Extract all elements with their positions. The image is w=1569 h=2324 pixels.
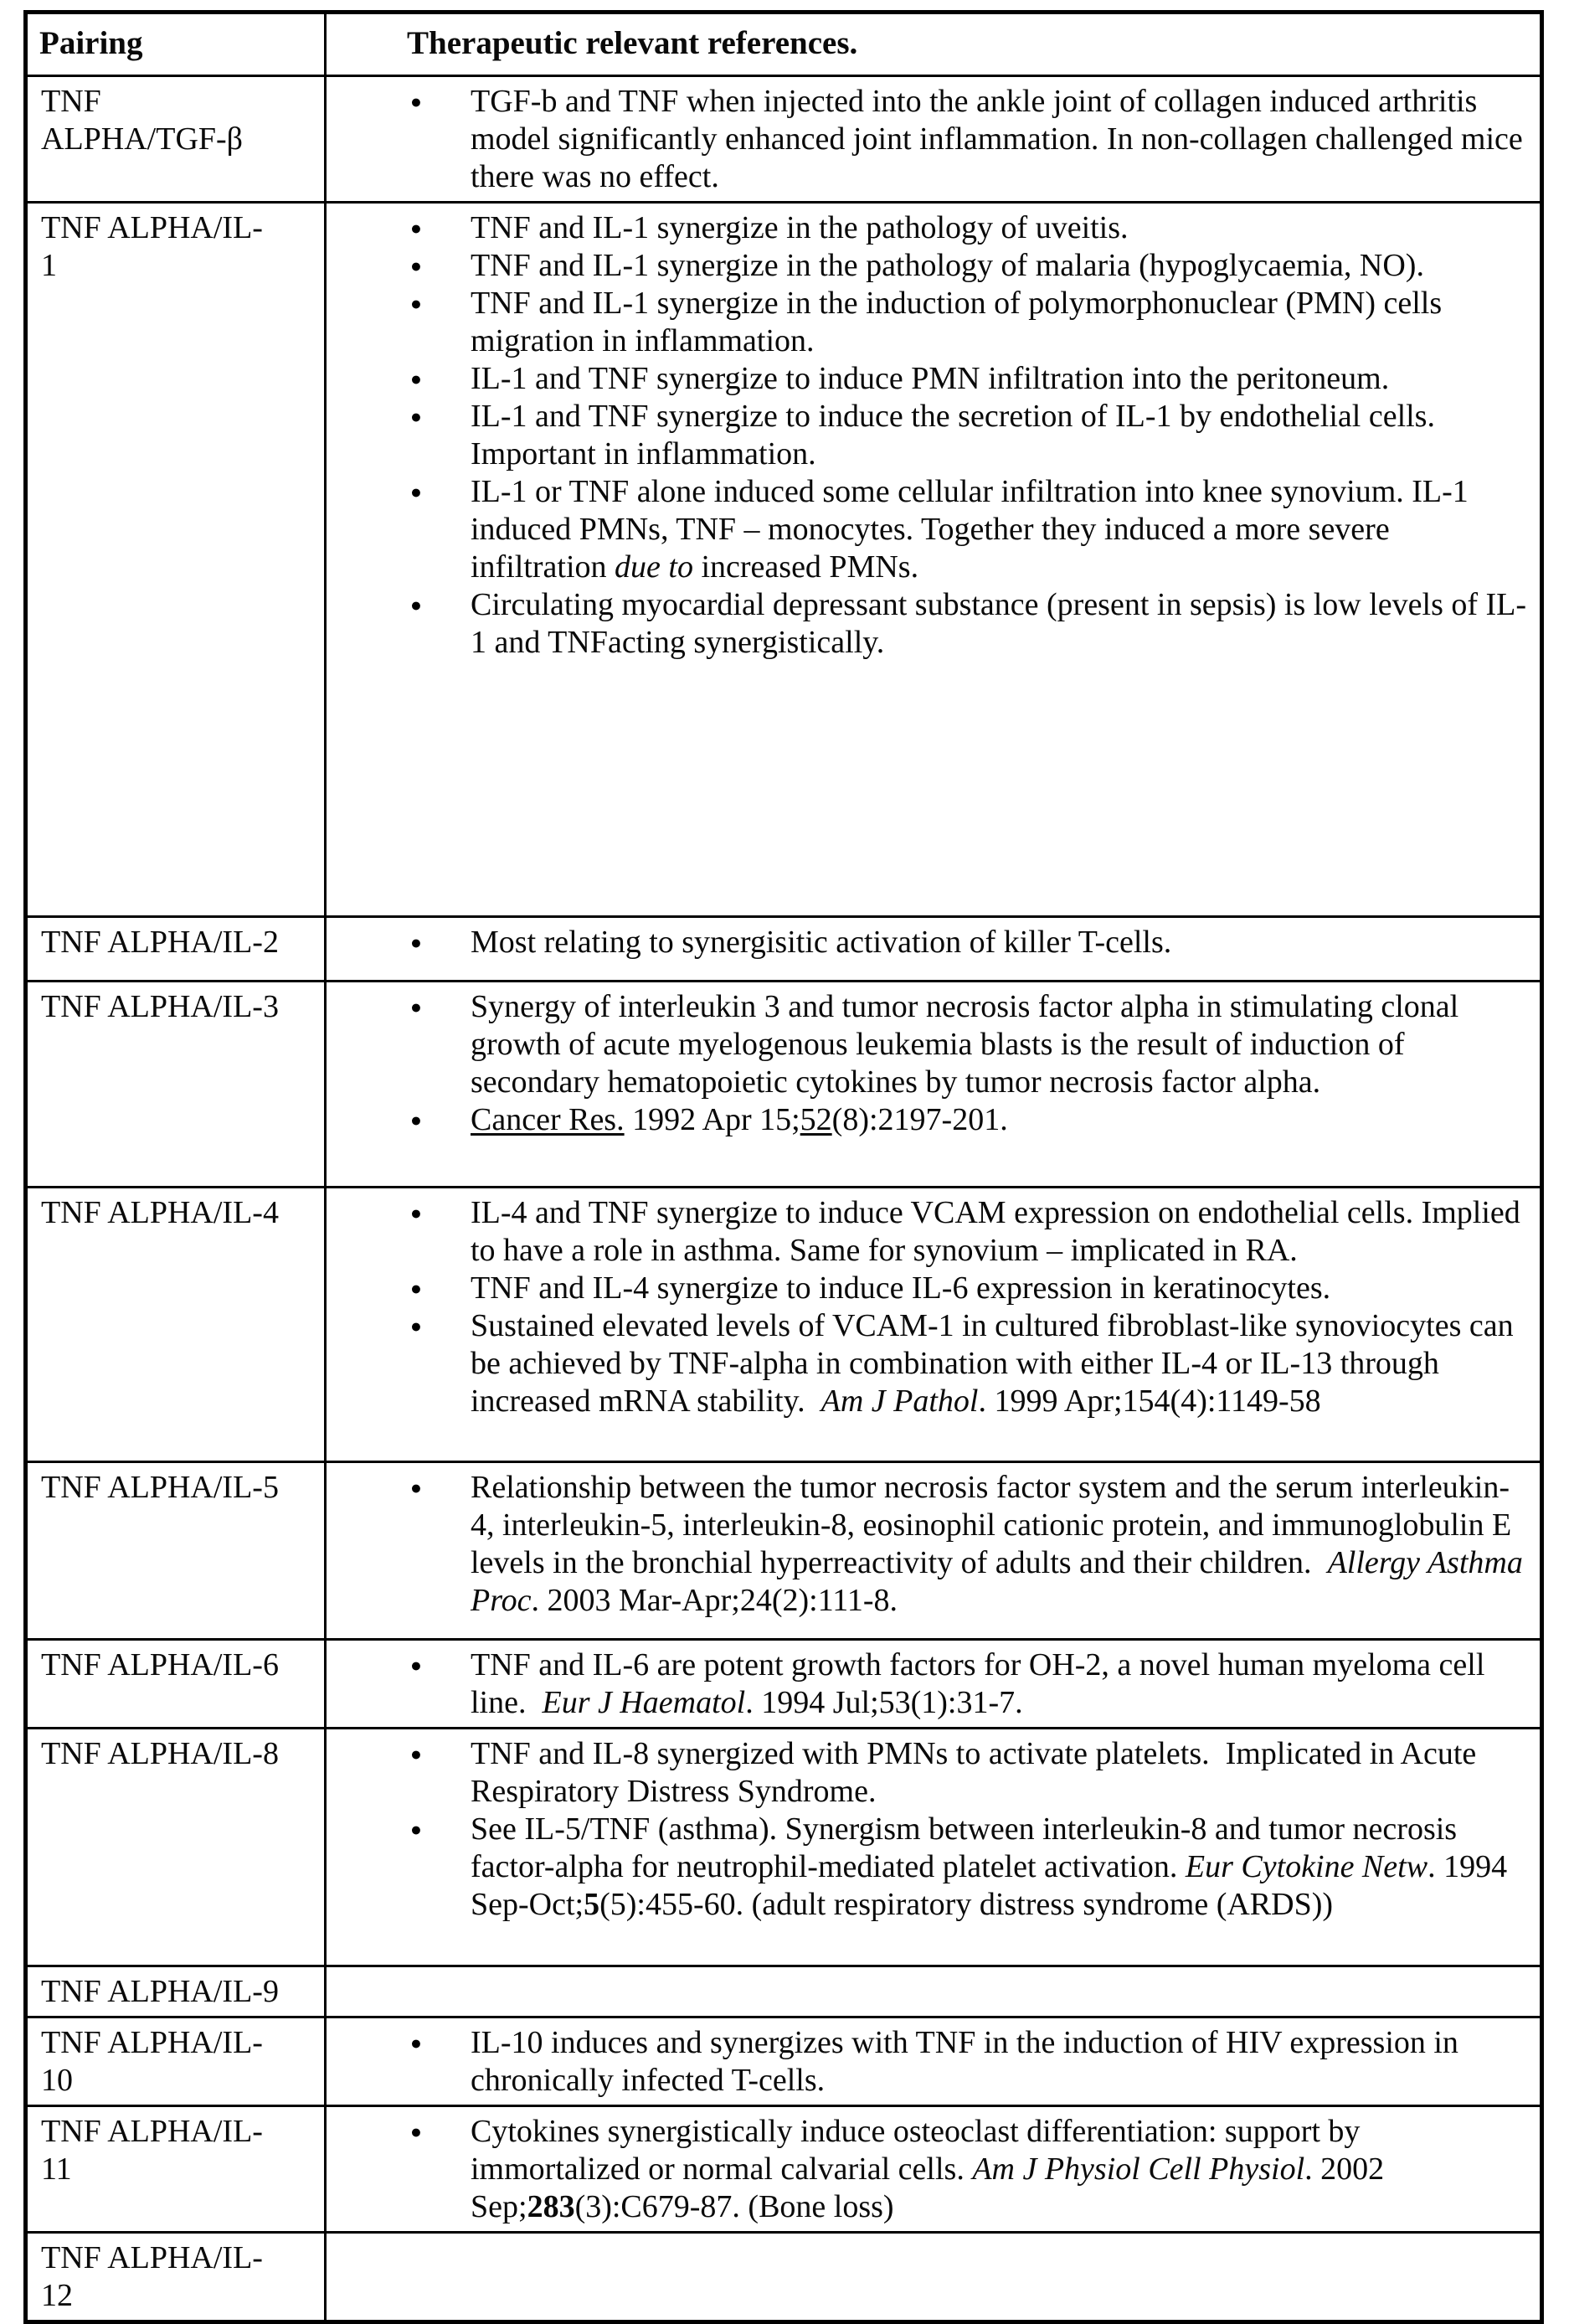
reference-item <box>327 1735 1528 1811</box>
reference-item <box>327 1811 1528 1924</box>
bullet-icon: ● <box>410 368 422 389</box>
reference-item <box>327 1101 1528 1139</box>
references-cell <box>326 1640 1542 1729</box>
table-row-il-6 <box>26 1640 1542 1729</box>
bullet-icon: ● <box>410 1110 422 1131</box>
reference-text: IL-4 and TNF synergize to induce VCAM expression on endothelial cells. Implied to have a role in asthma. Same for synovium – implicated in RA. <box>471 1195 1520 1268</box>
pairing-label: TNF ALPHA/IL-5 <box>41 1470 279 1505</box>
reference-text: Relationship between the tumor necrosis factor system and the serum interleukin-4, interleukin-5, interleukin-8, eosinophil cationic protein, and immunoglobulin E levels in the bronchial hyperreactivity of adults and their children. Allergy Asthma Proc. 2003 Mar-Apr;24(2):111-8. <box>471 1470 1523 1618</box>
bullet-icon: ● <box>410 218 422 239</box>
pairing-cell <box>26 1729 326 1966</box>
references-cell <box>326 76 1542 203</box>
references-cell <box>326 1729 1542 1966</box>
reference-item <box>327 398 1528 473</box>
pairing-label: TNF ALPHA/IL- 11 <box>41 2114 263 2187</box>
pairing-cell <box>26 2233 326 2322</box>
pairing-cell <box>26 982 326 1188</box>
bullet-icon: ● <box>410 932 422 953</box>
table-row-il-9 <box>26 1966 1542 2017</box>
table-row-il-4 <box>26 1188 1542 1462</box>
table-row-il-2 <box>26 917 1542 982</box>
references-cell <box>326 1966 1542 2017</box>
reference-item <box>327 1307 1528 1420</box>
pairing-column-header: Pairing <box>26 13 326 76</box>
pairing-label: TNF ALPHA/IL-3 <box>41 989 279 1024</box>
pairing-label: TNF ALPHA/IL-6 <box>41 1647 279 1682</box>
table-row-il-10 <box>26 2017 1542 2106</box>
pairing-cell <box>26 76 326 203</box>
bullet-icon: ● <box>410 1477 422 1498</box>
pairing-label: TNF ALPHA/IL-8 <box>41 1736 279 1771</box>
pairing-cell <box>26 1966 326 2017</box>
table-row-il-5 <box>26 1462 1542 1640</box>
reference-item <box>327 586 1528 662</box>
pairing-label: TNF ALPHA/TGF-β <box>41 84 244 157</box>
bullet-icon: ● <box>410 1655 422 1676</box>
table-row-il-3 <box>26 982 1542 1188</box>
reference-text: TNF and IL-6 are potent growth factors for OH-2, a novel human myeloma cell line. Eur J Haematol. 1994 Jul;53(1):31-7. <box>471 1647 1485 1720</box>
pairing-label: TNF ALPHA/IL-2 <box>41 925 279 960</box>
pairing-label: TNF ALPHA/IL- 10 <box>41 2025 263 2098</box>
reference-item <box>327 2024 1528 2100</box>
reference-text: IL-1 or TNF alone induced some cellular infiltration into knee synovium. IL-1 induced PMNs, TNF – monocytes. Together they induced a more severe infiltration due to increased PMNs. <box>471 474 1469 585</box>
references-cell <box>326 1188 1542 1462</box>
pairing-cell <box>26 2017 326 2106</box>
references-column-header: Therapeutic relevant references. <box>326 13 1542 76</box>
references-cell <box>326 1462 1542 1640</box>
reference-text: TGF-b and TNF when injected into the ankle joint of collagen induced arthritis model significantly enhanced joint inflammation. In non-collagen challenged mice there was no effect. <box>471 84 1523 194</box>
bullet-icon: ● <box>410 595 422 616</box>
table-row-il-12 <box>26 2233 1542 2322</box>
bullet-icon: ● <box>410 1819 422 1840</box>
references-cell <box>326 982 1542 1188</box>
references-cell <box>326 203 1542 917</box>
reference-item <box>327 924 1528 961</box>
references-cell <box>326 2017 1542 2106</box>
reference-item <box>327 1469 1528 1620</box>
pairing-label: TNF ALPHA/IL-4 <box>41 1195 279 1230</box>
bullet-icon: ● <box>410 255 422 276</box>
reference-text: Sustained elevated levels of VCAM-1 in cultured fibroblast-like synoviocytes can be achieved by TNF-alpha in combination with either IL-4 or IL-13 through increased mRNA stability. Am J Pathol. 1999 Apr;154(4):1149-58 <box>471 1308 1514 1419</box>
bullet-icon: ● <box>410 2121 422 2142</box>
bullet-icon: ● <box>410 1203 422 1224</box>
reference-item <box>327 2113 1528 2226</box>
reference-text: Most relating to synergisitic activation of killer T-cells. <box>471 925 1172 960</box>
reference-item <box>327 83 1528 196</box>
reference-item <box>327 285 1528 360</box>
table-row-il-8 <box>26 1729 1542 1966</box>
reference-text: TNF and IL-1 synergize in the pathology of malaria (hypoglycaemia, NO). <box>471 248 1424 283</box>
reference-text: TNF and IL-4 synergize to induce IL-6 expression in keratinocytes. <box>471 1270 1331 1306</box>
reference-item <box>327 1270 1528 1307</box>
pairing-cell <box>26 203 326 917</box>
bullet-icon: ● <box>410 2033 422 2053</box>
reference-text: Cytokines synergistically induce osteoclast differentiation: support by immortalized or normal calvarial cells. Am J Physiol Cell Physiol. 2002 Sep;283(3):C679-87. (Bone loss) <box>471 2114 1385 2224</box>
reference-text: TNF and IL-1 synergize in the pathology of uveitis. <box>471 210 1129 245</box>
reference-text: TNF and IL-1 synergize in the induction of polymorphonuclear (PMN) cells migration in inflammation. <box>471 286 1443 358</box>
reference-item <box>327 473 1528 586</box>
reference-text: TNF and IL-8 synergized with PMNs to activate platelets. Implicated in Acute Respiratory Distress Syndrome. <box>471 1736 1477 1809</box>
pairing-cell <box>26 2106 326 2233</box>
bullet-icon: ● <box>410 1278 422 1299</box>
reference-text: IL-10 induces and synergizes with TNF in the induction of HIV expression in chronically infected T-cells. <box>471 2025 1458 2098</box>
header-row <box>26 13 1542 76</box>
reference-text: IL-1 and TNF synergize to induce the secretion of IL-1 by endothelial cells. Important in inflammation. <box>471 399 1435 471</box>
reference-text: Synergy of interleukin 3 and tumor necrosis factor alpha in stimulating clonal growth of acute myelogenous leukemia blasts is the result of induction of secondary hematopoietic cytokines by tumor necrosis factor alpha. <box>471 989 1459 1100</box>
reference-item <box>327 360 1528 398</box>
pairing-cell <box>26 1188 326 1462</box>
reference-item <box>327 209 1528 247</box>
table-row-tgf-beta <box>26 76 1542 203</box>
reference-item <box>327 988 1528 1101</box>
references-table <box>23 10 1544 2324</box>
bullet-icon: ● <box>410 997 422 1018</box>
table-row-il-1 <box>26 203 1542 917</box>
pairing-cell <box>26 917 326 982</box>
references-cell <box>326 917 1542 982</box>
references-cell <box>326 2233 1542 2322</box>
pairing-cell <box>26 1640 326 1729</box>
reference-text: IL-1 and TNF synergize to induce PMN infiltration into the peritoneum. <box>471 361 1390 396</box>
bullet-icon: ● <box>410 1744 422 1765</box>
pairing-label: TNF ALPHA/IL-9 <box>41 1974 279 2009</box>
bullet-icon: ● <box>410 1316 422 1337</box>
reference-item <box>327 1646 1528 1722</box>
reference-item <box>327 247 1528 285</box>
table-row-il-11 <box>26 2106 1542 2233</box>
reference-text: Cancer Res. 1992 Apr 15;52(8):2197-201. <box>471 1102 1008 1137</box>
pairing-label: TNF ALPHA/IL- 12 <box>41 2240 263 2313</box>
bullet-icon: ● <box>410 293 422 314</box>
table-body <box>26 76 1542 2322</box>
pairing-cell <box>26 1462 326 1640</box>
reference-item <box>327 1194 1528 1270</box>
bullet-icon: ● <box>410 91 422 112</box>
bullet-icon: ● <box>410 482 422 502</box>
bullet-icon: ● <box>410 406 422 427</box>
pairing-label: TNF ALPHA/IL- 1 <box>41 210 263 283</box>
references-cell <box>326 2106 1542 2233</box>
reference-text: Circulating myocardial depressant substance (present in sepsis) is low levels of IL-1 and TNFacting synergistically. <box>471 587 1527 660</box>
reference-text: See IL-5/TNF (asthma). Synergism between interleukin-8 and tumor necrosis factor-alpha for neutrophil-mediated platelet activation. Eur Cytokine Netw. 1994 Sep-Oct;5(5):455-60. (adult respiratory distress syndrome (ARDS)) <box>471 1811 1508 1922</box>
